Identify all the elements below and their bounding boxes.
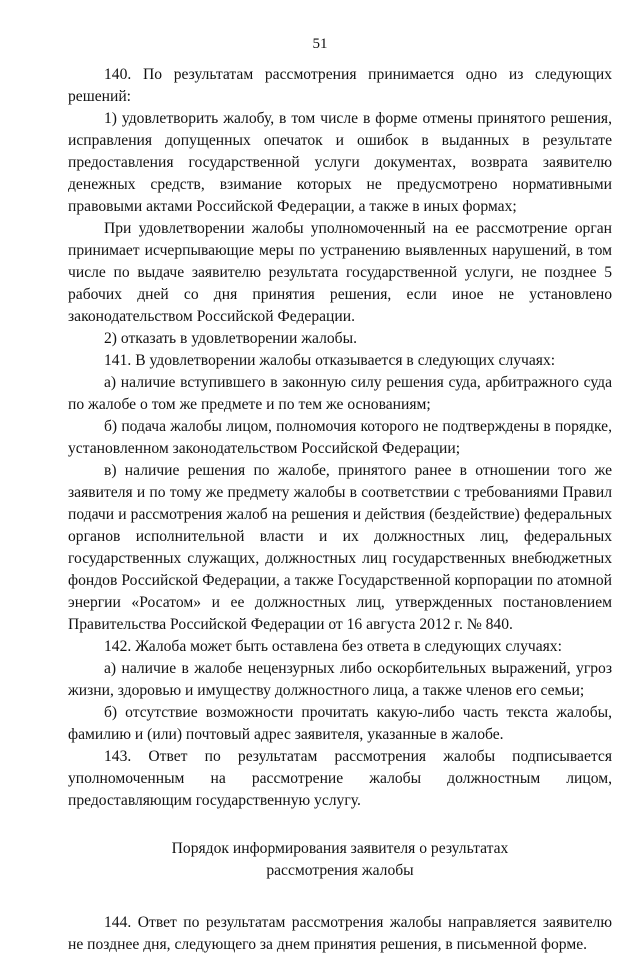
paragraph-143: 143. Ответ по результатам рассмотрения жалобы подписывается уполномоченным на рассмотрение жалобы должностным лицом, предоставляющим государственную услугу. [68,748,612,809]
paragraph-140-satisfaction-note: При удовлетворении жалобы уполномоченный на ее рассмотрение орган принимает исчерпывающие меры по устранению выявленных нарушений, в том числе по выдаче заявителю результата государственной услуги, не позднее 5 рабочих дней со дня принятия решения, если иное не установлено законодательством Российской Федерации. [68,220,612,325]
document-body [68,64,612,956]
page-number: 51 [312,36,328,52]
paragraph-141: 141. В удовлетворении жалобы отказывается в следующих случаях: [104,352,556,369]
section-heading-line-2: рассмотрения жалобы [266,862,414,879]
paragraph-140-item-1: 1) удовлетворить жалобу, в том числе в форме отмены принятого решения, исправления допущенных опечаток и ошибок в выданных в результате предоставления государственной услуги документах, возврата заявителю денежных средств, взимание которых не предусмотрено нормативными правовыми актами Российской Федерации, а также в иных формах; [68,110,612,215]
section-heading [68,838,612,882]
paragraph-141-item-a: а) наличие вступившего в законную силу решения суда, арбитражного суда по жалобе о том же предмете и по тем же основаниям; [68,374,612,413]
section-heading-line-1: Порядок информирования заявителя о результатах [171,840,509,857]
paragraph-140-item-2: 2) отказать в удовлетворении жалобы. [104,330,357,347]
paragraph-140: 140. По результатам рассмотрения принимается одно из следующих решений: [68,66,612,105]
paragraph-142-item-a: а) наличие в жалобе нецензурных либо оскорбительных выражений, угроз жизни, здоровью и имуществу должностного лица, а также членов его семьи; [68,660,612,699]
paragraph-144: 144. Ответ по результатам рассмотрения жалобы направляется заявителю не позднее дня, следующего за днем принятия решения, в письменной форме. [68,914,612,953]
paragraph-141-item-v: в) наличие решения по жалобе, принятого ранее в отношении того же заявителя и по тому же предмету жалобы в соответствии с требованиями Правил подачи и рассмотрения жалоб на решения и действия (бездействие) федеральных органов исполнительной власти и их должностных лиц, федеральных государственных служащих, должностных лиц государственных внебюджетных фондов Российской Федерации, а также Государственной корпорации по атомной энергии «Росатом» и ее должностных лиц, утвержденных постановлением Правительства Российской Федерации от 16 августа 2012 г. № 840. [68,462,612,633]
paragraph-142-item-b: б) отсутствие возможности прочитать какую-либо часть текста жалобы, фамилию и (или) почтовый адрес заявителя, указанные в жалобе. [68,704,612,743]
paragraph-141-item-b: б) подача жалобы лицом, полномочия которого не подтверждены в порядке, установленном законодательством Российской Федерации; [68,418,612,457]
paragraph-142: 142. Жалоба может быть оставлена без ответа в следующих случаях: [104,638,562,655]
